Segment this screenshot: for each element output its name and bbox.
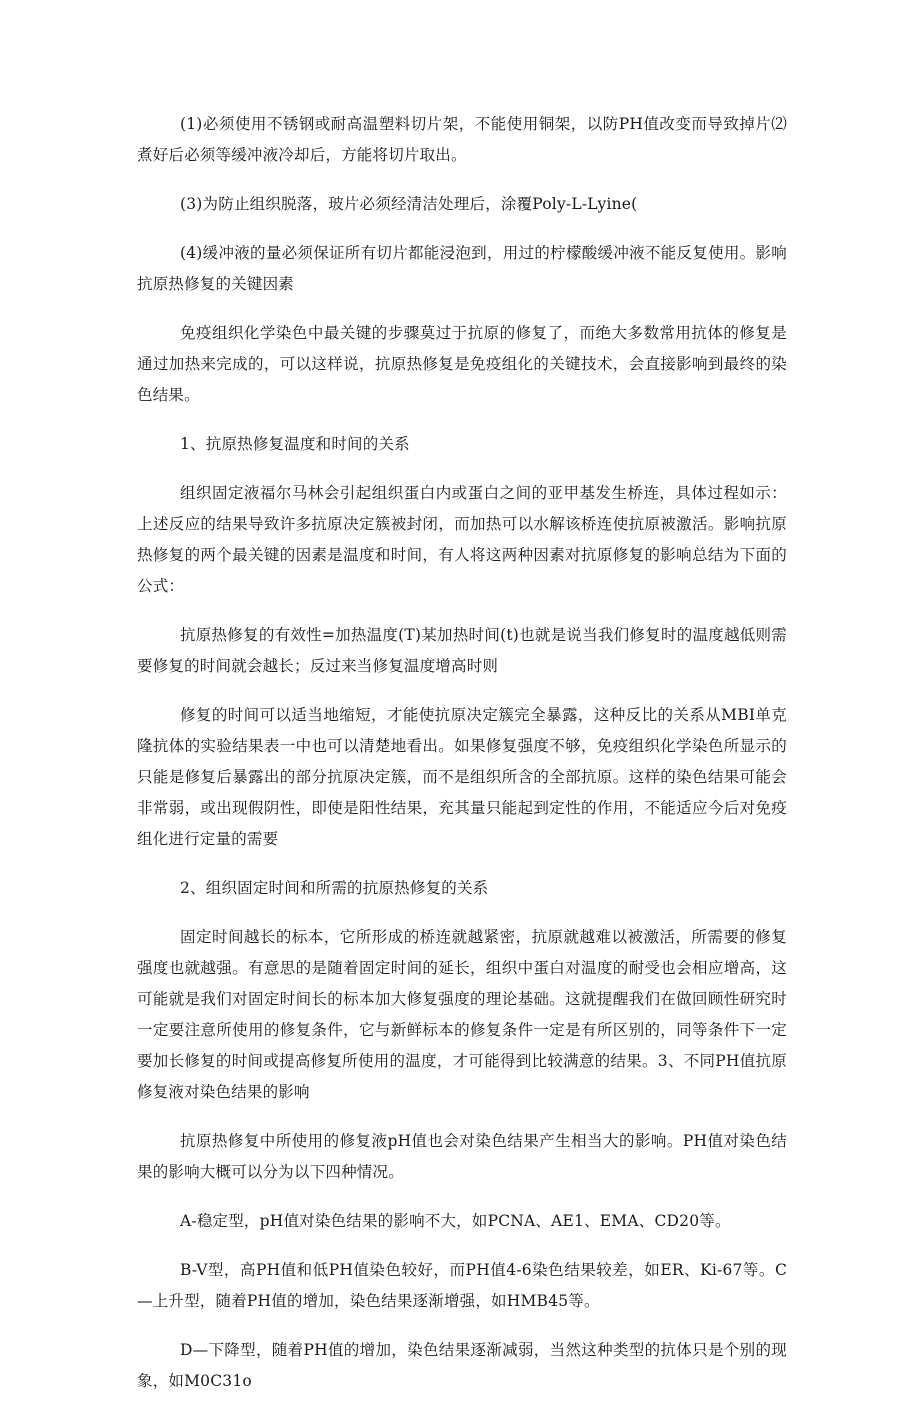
paragraph-6: 组织固定液福尔马林会引起组织蛋白内或蛋白之间的亚甲基发生桥连，具体过程如示：上述反应的结果导致许多抗原决定簇被封闭，而加热可以水解该桥连使抗原被激活。影响抗原热修复的两个最关键的因素是温度和时间，有人将这两种因素对抗原修复的影响总结为下面的公式： — [137, 484, 787, 595]
paragraph-12: A-稳定型，pH值对染色结果的影响不大，如PCNA、AE1、EMA、CD20等。 — [180, 1212, 731, 1230]
paragraph-10: 固定时间越长的标本，它所形成的桥连就越紧密，抗原就越难以被激活，所需要的修复强度也就越强。有意思的是随着固定时间的延长，组织中蛋白对温度的耐受也会相应增高，这可能就是我们对固定时间长的标本加大修复强度的理论基础。这就提醒我们在做回顾性研究时一定要注意所使用的修复条件，它与新鲜标本的修复条件一定是有所区别的，同等条件下一定要加长修复的时间或提高修复所使用的温度，才可能得到比较满意的结果。3、不同PH值抗原修复液对染色结果的影响 — [137, 928, 787, 1101]
paragraph-7: 抗原热修复的有效性=加热温度(T)某加热时间(t)也就是说当我们修复时的温度越低则需要修复的时间就会越长；反过来当修复温度增高时则 — [137, 626, 787, 675]
document-body — [137, 109, 787, 1415]
paragraph-2: (3)为防止组织脱落，玻片必须经清洁处理后，涂覆Poly-L-Lyine( — [180, 195, 638, 213]
paragraph-13: B-V型，高PH值和低PH值染色较好，而PH值4-6染色结果较差，如ER、Ki-67等。C—上升型，随着PH值的增加，染色结果逐渐增强，如HMB45等。 — [137, 1261, 787, 1310]
paragraph-8: 修复的时间可以适当地缩短，才能使抗原决定簇完全暴露，这种反比的关系从MBI单克隆抗体的实验结果表一中也可以清楚地看出。如果修复强度不够，免疫组织化学染色所显示的只能是修复后暴露出的部分抗原决定簇，而不是组织所含的全部抗原。这样的染色结果可能会非常弱，或出现假阴性，即使是阳性结果，充其量只能起到定性的作用，不能适应今后对免疫组化进行定量的需要 — [137, 706, 787, 848]
paragraph-11: 抗原热修复中所使用的修复液pH值也会对染色结果产生相当大的影响。PH值对染色结果的影响大概可以分为以下四种情况。 — [137, 1132, 787, 1181]
paragraph-4: 免疫组织化学染色中最关键的步骤莫过于抗原的修复了，而绝大多数常用抗体的修复是通过加热来完成的，可以这样说，抗原热修复是免疫组化的关键技术，会直接影响到最终的染色结果。 — [137, 324, 787, 404]
paragraph-1: (1)必须使用不锈钢或耐高温塑料切片架，不能使用铜架，以防PH值改变而导致掉片⑵煮好后必须等缓冲液冷却后，方能将切片取出。 — [137, 115, 787, 164]
paragraph-14: D—下降型，随着PH值的增加，染色结果逐渐减弱，当然这种类型的抗体只是个别的现象，如M0C31o — [137, 1341, 787, 1390]
section-heading-1: 1、抗原热修复温度和时间的关系 — [180, 435, 410, 453]
section-heading-2: 2、组织固定时间和所需的抗原热修复的关系 — [180, 879, 489, 897]
paragraph-3: (4)缓冲液的量必须保证所有切片都能浸泡到，用过的柠檬酸缓冲液不能反复使用。影响抗原热修复的关键因素 — [137, 244, 787, 293]
